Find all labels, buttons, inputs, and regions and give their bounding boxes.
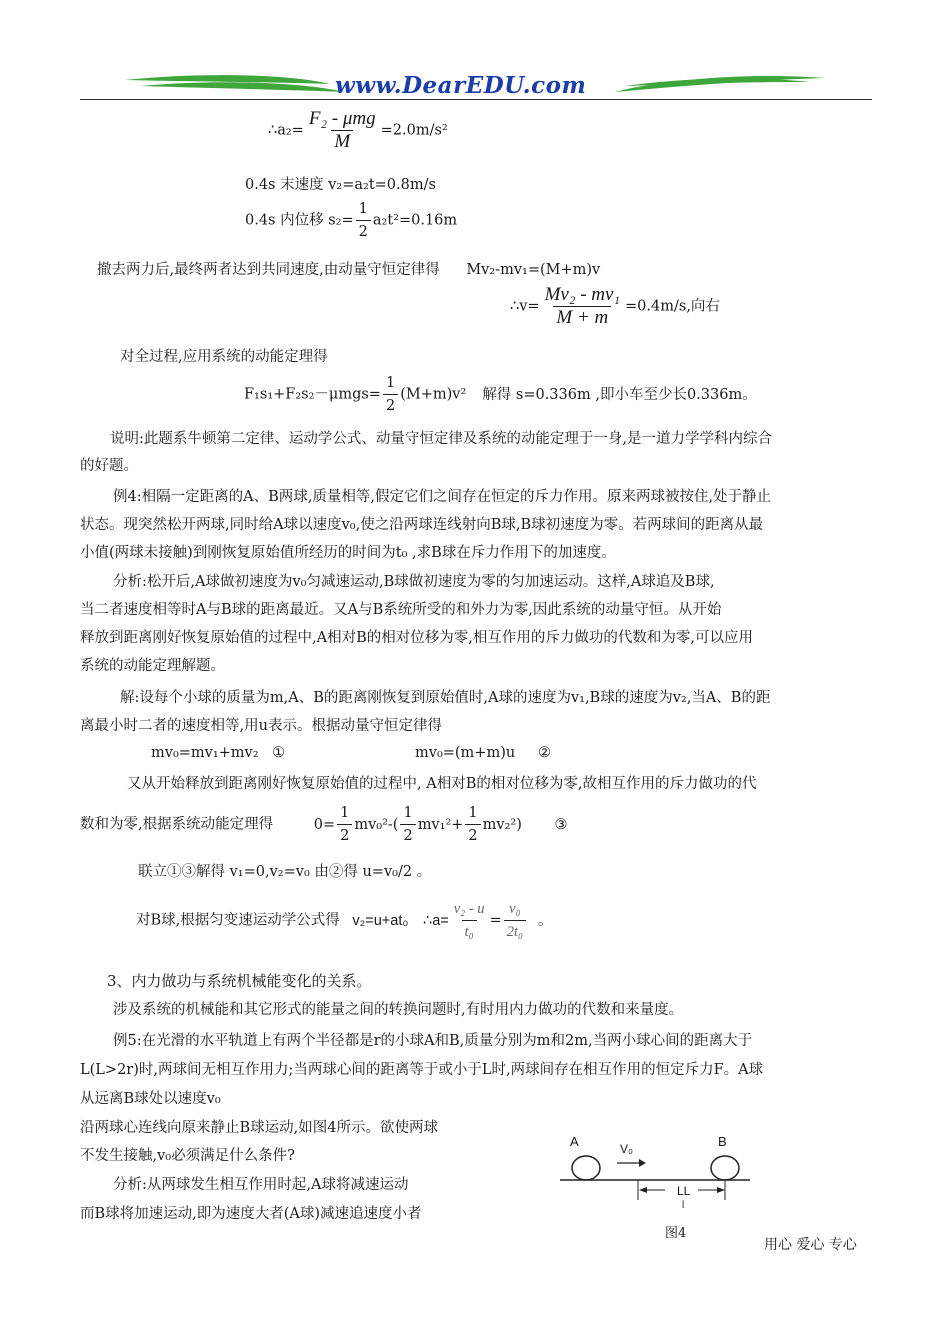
s2-post: a₂t²=0.16m bbox=[372, 212, 458, 229]
equation-v bbox=[510, 284, 720, 329]
frac-num: Mv₂ - mv₁ bbox=[544, 284, 621, 305]
header-rule bbox=[80, 99, 872, 100]
s2-line bbox=[245, 198, 457, 243]
logo-text: www.DearEDU.com bbox=[335, 72, 587, 99]
frac-num: v₀ bbox=[509, 901, 521, 917]
solution4-line-2: 离最小时二者的速度相等,用u表示。根据动量守恒定律得 bbox=[80, 718, 442, 734]
analysis4-line-4: 系统的动能定理解题。 bbox=[80, 658, 225, 674]
fraction bbox=[504, 898, 526, 943]
frac-num: 1 bbox=[358, 201, 368, 217]
equation-3 bbox=[313, 805, 568, 844]
analysis5-line-2: 而B球将加速运动,即为速度大者(A球)减速追速度小者 bbox=[80, 1206, 422, 1222]
eq-pre: 对B球,根据匀变速运动学公式得 bbox=[136, 912, 340, 929]
v2-line: 0.4s 末速度 v₂=a₂t=0.8m/s bbox=[245, 177, 436, 193]
section-3-heading: 3、内力做功与系统机械能变化的关系。 bbox=[107, 972, 372, 990]
figure-label-v0: V₀ bbox=[620, 1142, 633, 1156]
process-line-2-row bbox=[80, 802, 567, 847]
frac-num: v₂ - u bbox=[453, 901, 485, 917]
section-3-text: 涉及系统的机械能和其它形式的能量之间的转换问题时,有时用内力做功的代数和来量度。 bbox=[113, 1002, 684, 1018]
equation-s bbox=[244, 372, 757, 417]
eq-pre: 0= bbox=[313, 816, 336, 833]
eq-pre: F₁s₁+F₂s₂－μmgs= bbox=[244, 386, 381, 403]
fraction bbox=[465, 802, 480, 847]
fraction bbox=[306, 108, 379, 153]
eq-lhs: ∴a= bbox=[422, 912, 449, 929]
eq-lhs: ∴v= bbox=[510, 298, 540, 315]
ex5-line-3: 从远离B球处以速度v₀ bbox=[80, 1091, 221, 1107]
figure-label-l: LL bbox=[677, 1184, 691, 1198]
equation-a bbox=[136, 898, 553, 943]
analysis4-line-3: 释放到距离刚好恢复原始值的过程中,A相对B的相对位移为零,相互作用的斥力做功的代数和为零,可以应用 bbox=[80, 630, 753, 646]
figure-label-b: B bbox=[718, 1134, 727, 1149]
ex5-line-5: 不发生接触,v₀必须满足什么条件? bbox=[80, 1148, 295, 1164]
frac-den: 2 bbox=[465, 824, 480, 847]
fraction bbox=[356, 198, 371, 243]
frac-num: 1 bbox=[403, 805, 413, 821]
eq-formula: v₂=u+at₀ bbox=[352, 912, 409, 929]
paragraph-energy: 对全过程,应用系统的动能定理得 bbox=[120, 349, 328, 365]
note-line-2: 的好题。 bbox=[80, 458, 138, 474]
eq-end: 。 bbox=[538, 912, 553, 929]
note-line-1: 说明:此题系牛顿第二定律、运动学公式、动量守恒定律及系统的动能定理于一身,是一道力学学科内综合 bbox=[110, 431, 772, 447]
fraction bbox=[451, 898, 488, 943]
equation-1: mv₀=mv₁+mv₂ bbox=[151, 745, 259, 761]
solution4-line-1: 解:设每个小球的质量为m,A、B的距离刚恢复到原始值时,A球的速度为v₁,B球的速度为v₂,当A、B的距 bbox=[120, 690, 771, 706]
analysis4-line-2: 当二者速度相等时A与B球的距离最近。又A与B系统所受的和外力为零,因此系统的动量守恒。从开始 bbox=[80, 602, 722, 618]
eq-sign: = bbox=[489, 912, 502, 929]
eq-mid: mv₀²-( bbox=[354, 816, 399, 833]
analysis4-line-1: 分析:松开后,A球做初速度为v₀匀减速运动,B球做初速度为零的匀加速运动。这样,A球追及B球, bbox=[113, 574, 715, 590]
figure-caption: 图4 bbox=[665, 1226, 687, 1241]
eq-result: 解得 s=0.336m ,即小车至少长0.336m。 bbox=[482, 386, 757, 403]
combine-line: 联立①③解得 v₁=0,v₂=v₀ 由②得 u=v₀/2 。 bbox=[138, 864, 432, 880]
momentum-eq: Mv₂-mv₁=(M+m)v bbox=[466, 262, 601, 278]
eq-mid: mv₂²) bbox=[482, 816, 522, 833]
ex4-line-3: 小值(两球未接触)到刚恢复原始值所经历的时间为t₀ ,求B球在斥力作用下的加速度。 bbox=[80, 545, 616, 561]
analysis5-line-1: 分析:从两球发生相互作用时起,A球将减速运动 bbox=[113, 1177, 409, 1193]
ex5-line-1: 例5:在光滑的水平轨道上有两个半径都是r的小球A和B,质量分别为m和2m,当两小球心间的距离大于 bbox=[113, 1033, 753, 1049]
eq-rhs: =0.4m/s,向右 bbox=[625, 298, 720, 315]
eq-mid: mv₁²+ bbox=[417, 816, 464, 833]
frac-num: 1 bbox=[468, 805, 478, 821]
figure-label-a: A bbox=[570, 1134, 579, 1149]
eq-rhs: =2.0m/s² bbox=[380, 122, 448, 139]
eq-post: (M+m)v² bbox=[400, 386, 467, 403]
frac-den: 2 bbox=[383, 394, 398, 417]
ex5-line-2: L(L>2r)时,两球间无相互作用力;当两球心间的距离等于或小于L时,两球间存在相互作用的恒定斥力F。A球 bbox=[80, 1062, 764, 1078]
eq-lhs: ∴a₂= bbox=[268, 122, 304, 139]
figure-tick: l bbox=[682, 1200, 685, 1211]
ex5-line-4: 沿两球心连线向原来静止B球运动,如图4所示。欲使两球 bbox=[80, 1120, 438, 1136]
frac-den: 2 bbox=[337, 824, 352, 847]
frac-num: F₂ - μmg bbox=[308, 108, 376, 129]
fraction bbox=[337, 802, 352, 847]
frac-den: 2 bbox=[356, 220, 371, 243]
ex4-line-2: 状态。现突然松开两球,同时给A球以速度v₀,使之沿两球连线射向B球,B球初速度为零。若两球间的距离从最 bbox=[80, 517, 764, 533]
process-line-2: 数和为零,根据系统动能定理得 bbox=[80, 816, 274, 833]
paragraph-momentum bbox=[97, 258, 600, 279]
mark-3: ③ bbox=[554, 816, 568, 833]
frac-den: 2 bbox=[400, 824, 415, 847]
frac-num: 1 bbox=[340, 805, 350, 821]
frac-den: 2t₀ bbox=[504, 920, 526, 943]
process-line-1: 又从开始释放到距离刚好恢复原始值的过程中, A相对B的相对位移为零,故相互作用的斥力做功的代 bbox=[127, 776, 757, 792]
frac-den: t₀ bbox=[462, 920, 477, 943]
footer-text: 用心 爱心 专心 bbox=[764, 1237, 857, 1253]
momentum-text: 撤去两力后,最终两者达到共同速度,由动量守恒定律得 bbox=[97, 262, 440, 278]
fraction bbox=[542, 284, 623, 329]
mark-1: ① bbox=[272, 745, 285, 761]
mark-2: ② bbox=[538, 745, 551, 761]
fraction bbox=[400, 802, 415, 847]
fraction bbox=[383, 372, 398, 417]
equation-a2 bbox=[268, 108, 448, 153]
frac-num: 1 bbox=[385, 375, 396, 391]
frac-den: M + m bbox=[553, 306, 611, 329]
ex4-line-1: 例4:相隔一定距离的A、B两球,质量相等,假定它们之间存在恒定的斥力作用。原来两球被按住,处于静止 bbox=[113, 489, 772, 505]
s2-pre: 0.4s 内位移 s₂= bbox=[245, 212, 354, 229]
equation-2: mv₀=(m+m)u bbox=[415, 745, 516, 761]
frac-den: M bbox=[331, 130, 353, 153]
